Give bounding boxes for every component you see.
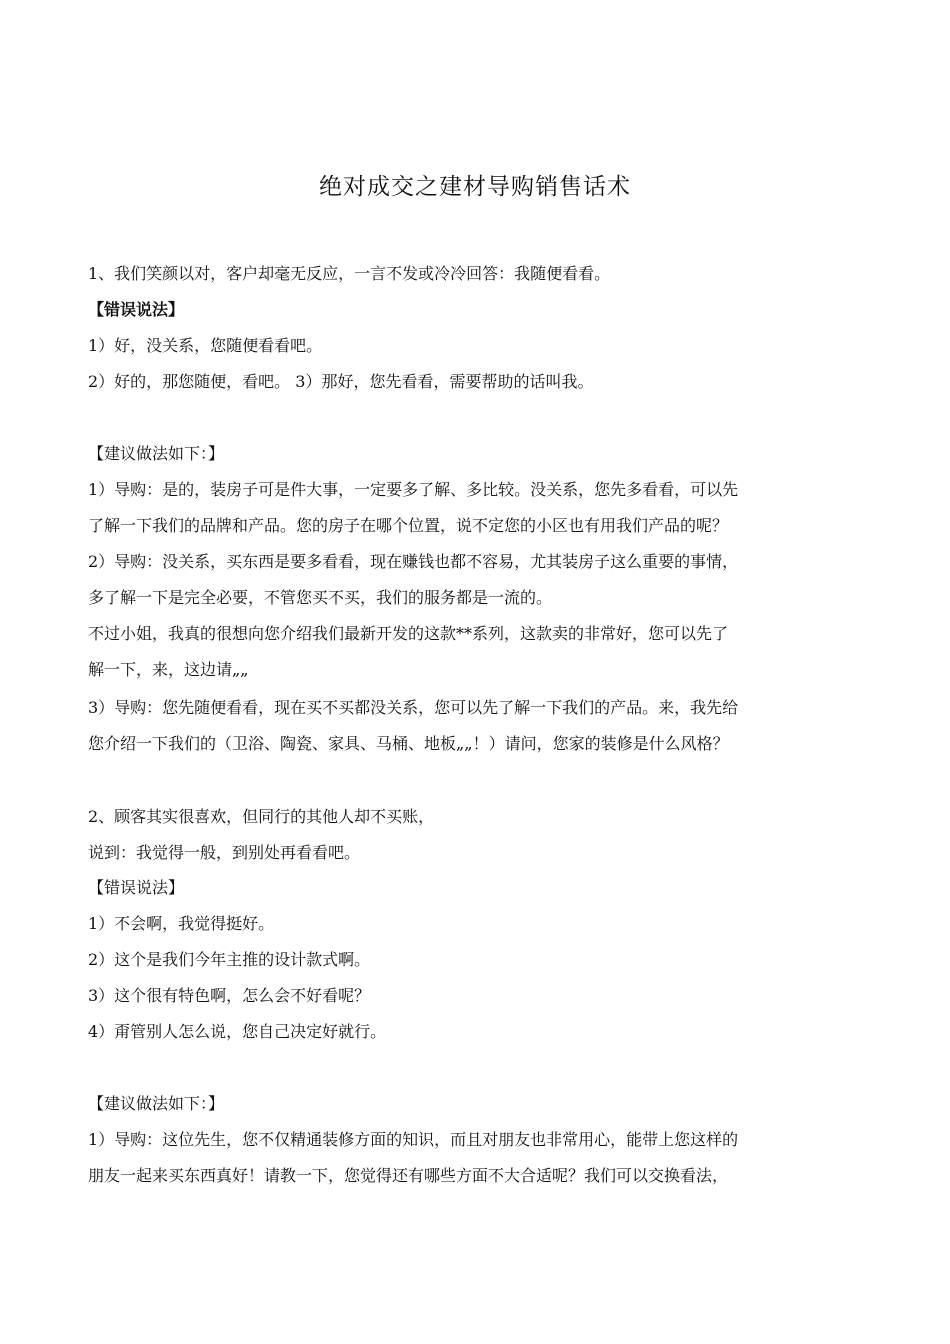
section-1-suggest-line: 2）导购：没关系，买东西是要多看看，现在赚钱也都不容易，尤其装房子这么重要的事情， bbox=[88, 552, 739, 571]
section-2-wrong-label: 【错误说法】 bbox=[88, 878, 185, 897]
section-2-suggest-label: 【建议做法如下：】 bbox=[88, 1094, 225, 1113]
section-1-suggest-line: 您介绍一下我们的（卫浴、陶瓷、家具、马桶、地板„„！）请问，您家的装修是什么风格？ bbox=[88, 734, 729, 753]
section-1-heading: 1、我们笑颜以对，客户却毫无反应，一言不发或冷冷回答：我随便看看。 bbox=[88, 264, 611, 283]
section-1-suggest-label: 【建议做法如下：】 bbox=[88, 444, 225, 463]
section-1-wrong-item: 1）好，没关系，您随便看看吧。 bbox=[88, 336, 323, 355]
section-1-wrong-label: 【错误说法】 bbox=[88, 300, 185, 319]
section-2-wrong-item: 2）这个是我们今年主推的设计款式啊。 bbox=[88, 950, 371, 969]
section-2-suggest-line: 1）导购：这位先生，您不仅精通装修方面的知识，而且对朋友也非常用心，能带上您这样的 bbox=[88, 1130, 739, 1149]
section-2-wrong-item: 3）这个很有特色啊，怎么会不好看呢？ bbox=[88, 986, 371, 1005]
section-2-wrong-item: 4）甭管别人怎么说，您自己决定好就行。 bbox=[88, 1022, 387, 1041]
document-title: 绝对成交之建材导购销售话术 bbox=[319, 174, 631, 200]
section-1-suggest-line: 1）导购：是的，装房子可是件大事，一定要多了解、多比较。没关系，您先多看看，可以先 bbox=[88, 480, 739, 499]
section-2-suggest-line: 朋友一起来买东西真好！请教一下，您觉得还有哪些方面不大合适呢？我们可以交换看法， bbox=[88, 1166, 729, 1185]
section-1-suggest-line: 不过小姐，我真的很想向您介绍我们最新开发的这款**系列，这款卖的非常好，您可以先了 bbox=[88, 624, 729, 643]
section-2-heading: 说到：我觉得一般，到别处再看看吧。 bbox=[88, 843, 361, 862]
section-1-suggest-line: 3）导购：您先随便看看，现在买不买都没关系，您可以先了解一下我们的产品。来，我先给 bbox=[88, 698, 739, 717]
section-1-suggest-line: 解一下，来，这边请„„ bbox=[88, 660, 249, 679]
section-1-suggest-line: 了解一下我们的品牌和产品。您的房子在哪个位置，说不定您的小区也有用我们产品的呢？ bbox=[88, 516, 729, 535]
section-2-heading: 2、顾客其实很喜欢，但同行的其他人却不买账， bbox=[88, 807, 435, 826]
section-1-suggest-line: 多了解一下是完全必要，不管您买不买，我们的服务都是一流的。 bbox=[88, 588, 553, 607]
section-2-wrong-item: 1）不会啊，我觉得挺好。 bbox=[88, 914, 275, 933]
section-1-wrong-item: 2）好的，那您随便，看吧。 3）那好，您先看看，需要帮助的话叫我。 bbox=[88, 372, 594, 391]
